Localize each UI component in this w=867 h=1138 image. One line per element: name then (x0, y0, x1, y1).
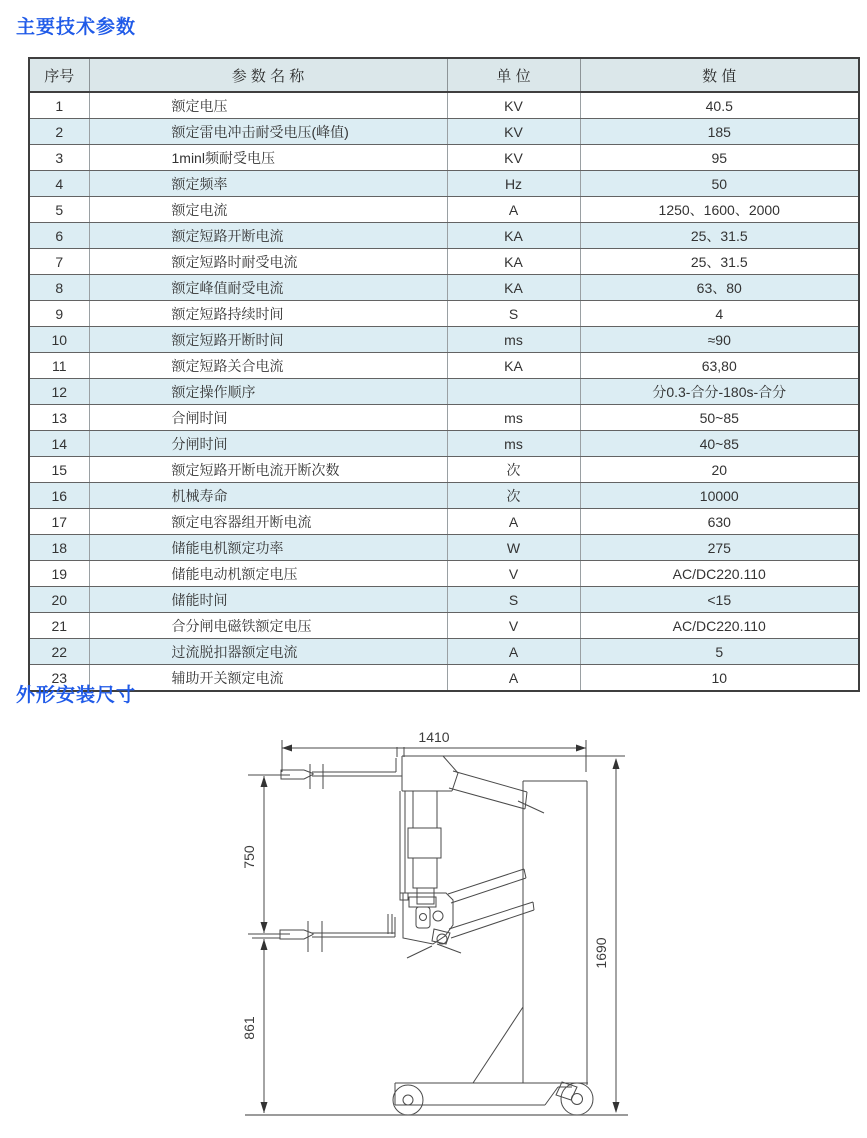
table-row (29, 301, 859, 327)
cell-no: 4 (29, 171, 89, 197)
cell-unit: KV (447, 145, 580, 171)
cell-value: 5 (580, 639, 859, 665)
cell-unit: V (447, 561, 580, 587)
cart-base (393, 1082, 593, 1115)
dim-label-1410: 1410 (418, 729, 450, 745)
cell-value: 25、31.5 (580, 223, 859, 249)
cell-name: 额定短路开断电流 (89, 223, 447, 249)
table-row (29, 613, 859, 639)
cell-name: 额定短路关合电流 (89, 353, 447, 379)
table-row (29, 639, 859, 665)
cell-name: 额定短路开断电流开断次数 (89, 457, 447, 483)
table-row (29, 405, 859, 431)
table-row (29, 353, 859, 379)
cell-unit: S (447, 301, 580, 327)
section-title-technical-parameters: 主要技术参数 (16, 17, 137, 38)
table-row (29, 509, 859, 535)
cell-no: 20 (29, 587, 89, 613)
table-row (29, 665, 859, 692)
cell-value: 40~85 (580, 431, 859, 457)
cell-unit: V (447, 613, 580, 639)
cell-unit: A (447, 639, 580, 665)
cell-no: 5 (29, 197, 89, 223)
cell-value: ≈90 (580, 327, 859, 353)
cell-name: 储能电机额定功率 (89, 535, 447, 561)
cell-unit: W (447, 535, 580, 561)
cell-no: 7 (29, 249, 89, 275)
cell-unit: KA (447, 249, 580, 275)
caster-fork (556, 1082, 577, 1100)
cell-value: AC/DC220.110 (580, 613, 859, 639)
cell-no: 6 (29, 223, 89, 249)
cell-value: 185 (580, 119, 859, 145)
cell-no: 16 (29, 483, 89, 509)
cell-name: 储能电动机额定电压 (89, 561, 447, 587)
cell-name: 合分闸电磁铁额定电压 (89, 613, 447, 639)
cell-value: 63,80 (580, 353, 859, 379)
cell-no: 12 (29, 379, 89, 405)
cell-name: 合闸时间 (89, 405, 447, 431)
cell-value: 4 (580, 301, 859, 327)
cell-no: 18 (29, 535, 89, 561)
cell-unit: KA (447, 353, 580, 379)
cell-no: 23 (29, 665, 89, 692)
table-row (29, 249, 859, 275)
table-row (29, 457, 859, 483)
header-value: 数 值 (580, 58, 859, 92)
table-row (29, 379, 859, 405)
frame-column (473, 781, 587, 1085)
cell-no: 15 (29, 457, 89, 483)
cell-value: 50~85 (580, 405, 859, 431)
cell-name: 辅助开关额定电流 (89, 665, 447, 692)
cell-name: 1minl频耐受电压 (89, 145, 447, 171)
dimension-top-width (282, 729, 586, 772)
cell-no: 14 (29, 431, 89, 457)
cell-unit: KA (447, 223, 580, 249)
cell-no: 21 (29, 613, 89, 639)
table-row (29, 223, 859, 249)
insulator-column (400, 791, 441, 904)
dimension-overall-height (593, 758, 620, 1113)
cell-unit: ms (447, 327, 580, 353)
cell-name: 额定操作顺序 (89, 379, 447, 405)
cell-value: 63、80 (580, 275, 859, 301)
cell-no: 2 (29, 119, 89, 145)
cell-value: 1250、1600、2000 (580, 197, 859, 223)
cell-name: 额定电容器组开断电流 (89, 509, 447, 535)
cell-unit: KV (447, 119, 580, 145)
table-header (29, 58, 859, 92)
cell-unit: KA (447, 275, 580, 301)
table-row (29, 145, 859, 171)
cell-no: 22 (29, 639, 89, 665)
cell-no: 3 (29, 145, 89, 171)
cell-no: 13 (29, 405, 89, 431)
breaker-body-outline (245, 747, 628, 1115)
cell-value: 630 (580, 509, 859, 535)
dimension-upper-arm-spacing (241, 775, 290, 934)
cell-name: 额定频率 (89, 171, 447, 197)
cell-name: 额定电压 (89, 92, 447, 119)
cell-value: 10000 (580, 483, 859, 509)
dim-label-861: 861 (241, 1016, 257, 1040)
cell-no: 11 (29, 353, 89, 379)
cell-unit: S (447, 587, 580, 613)
dim-label-750: 750 (241, 845, 257, 869)
table-row (29, 327, 859, 353)
table-row (29, 587, 859, 613)
header-no: 序号 (29, 58, 89, 92)
cell-no: 10 (29, 327, 89, 353)
cell-unit: KV (447, 92, 580, 119)
cell-no: 9 (29, 301, 89, 327)
cell-unit: 次 (447, 483, 580, 509)
cell-value: <15 (580, 587, 859, 613)
cell-value: 95 (580, 145, 859, 171)
table-row (29, 119, 859, 145)
cell-unit: ms (447, 431, 580, 457)
cell-name: 额定电流 (89, 197, 447, 223)
cell-unit: 次 (447, 457, 580, 483)
table-row (29, 197, 859, 223)
upper-terminal-arm (252, 758, 402, 789)
cell-name: 额定短路开断时间 (89, 327, 447, 353)
table-row (29, 92, 859, 119)
technical-parameters-table (28, 57, 860, 692)
cell-value: 25、31.5 (580, 249, 859, 275)
dim-label-1690: 1690 (593, 937, 609, 969)
section-title-outline-dimensions: 外形安装尺寸 (16, 685, 137, 706)
cell-name: 过流脱扣器额定电流 (89, 639, 447, 665)
cell-name: 额定雷电冲击耐受电压(峰值) (89, 119, 447, 145)
cell-unit: A (447, 665, 580, 692)
table-row (29, 275, 859, 301)
cell-unit: Hz (447, 171, 580, 197)
cell-value: 275 (580, 535, 859, 561)
table-row (29, 483, 859, 509)
cell-value: AC/DC220.110 (580, 561, 859, 587)
left-wheel (393, 1085, 423, 1115)
param-table-body (29, 92, 859, 691)
breaker-outline-svg (230, 722, 650, 1122)
cell-no: 1 (29, 92, 89, 119)
header-unit: 单 位 (447, 58, 580, 92)
lower-terminal-arm (252, 914, 395, 952)
cell-name: 额定短路持续时间 (89, 301, 447, 327)
outline-dimension-drawing (230, 722, 650, 1122)
cell-name: 机械寿命 (89, 483, 447, 509)
cell-value: 50 (580, 171, 859, 197)
cell-unit: ms (447, 405, 580, 431)
cell-no: 19 (29, 561, 89, 587)
cell-unit (447, 379, 580, 405)
cell-value: 20 (580, 457, 859, 483)
cell-unit: A (447, 197, 580, 223)
cell-value: 10 (580, 665, 859, 692)
cell-value: 40.5 (580, 92, 859, 119)
table-row (29, 535, 859, 561)
cell-no: 8 (29, 275, 89, 301)
table-row (29, 561, 859, 587)
cell-unit: A (447, 509, 580, 535)
cell-name: 额定峰值耐受电流 (89, 275, 447, 301)
dimension-lower-height (241, 939, 268, 1113)
cell-value: 分0.3-合分-180s-合分 (580, 379, 859, 405)
header-name: 参 数 名 称 (89, 58, 447, 92)
cell-name: 额定短路时耐受电流 (89, 249, 447, 275)
cell-name: 储能时间 (89, 587, 447, 613)
table-header-row (29, 58, 859, 92)
table-row (29, 431, 859, 457)
cell-no: 17 (29, 509, 89, 535)
table-row (29, 171, 859, 197)
cell-name: 分闸时间 (89, 431, 447, 457)
